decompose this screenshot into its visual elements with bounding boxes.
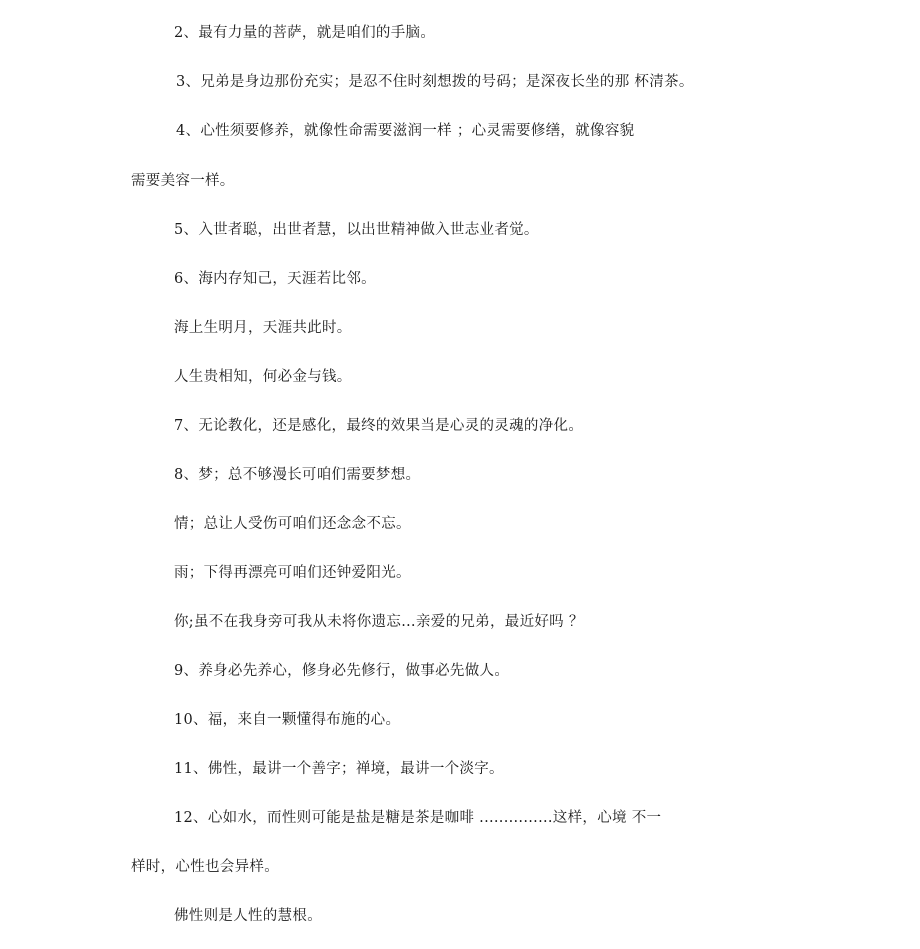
paragraph-line: 12、心如水，而性则可能是盐是糖是茶是咖啡 ...............这样，心境 不一: [174, 810, 662, 826]
paragraph-line: 需要美容一样。: [131, 173, 235, 189]
paragraph-line: 海上生明月，天涯共此时。: [174, 320, 352, 336]
paragraph-line: 6、海内存知己，天涯若比邻。: [174, 271, 376, 287]
paragraph-line: 情；总让人受伤可咱们还念念不忘。: [174, 516, 411, 532]
paragraph-line: 4、心性须要修养，就像性命需要滋润一样 ；心灵需要修缮，就像容貌: [176, 123, 635, 139]
paragraph-line: 雨；下得再漂亮可咱们还钟爱阳光。: [174, 565, 411, 581]
paragraph-line: 11、佛性，最讲一个善字；禅境，最讲一个淡字。: [174, 761, 504, 777]
paragraph-line: 人生贵相知，何必金与钱。: [174, 369, 352, 385]
paragraph-line: 7、无论教化，还是感化，最终的效果当是心灵的灵魂的净化。: [174, 418, 584, 434]
paragraph-line: 佛性则是人性的慧根。: [174, 908, 322, 924]
paragraph-line: 你;虽不在我身旁可我从未将你遗忘…亲爱的兄弟，最近好吗 ？: [174, 614, 584, 630]
paragraph-line: 10、福，来自一颗懂得布施的心。: [174, 712, 401, 728]
paragraph-line: 8、梦；总不够漫长可咱们需要梦想。: [174, 467, 421, 483]
paragraph-line: 3、兄弟是身边那份充实；是忍不住时刻想拨的号码；是深夜长坐的那 杯清茶。: [176, 74, 694, 90]
paragraph-line: 9、养身必先养心，修身必先修行，做事必先做人。: [174, 663, 510, 679]
paragraph-line: 5、入世者聪，出世者慧，以出世精神做入世志业者觉。: [174, 222, 539, 238]
paragraph-line: 2、最有力量的菩萨，就是咱们的手脑。: [174, 25, 436, 41]
paragraph-line: 样时，心性也会异样。: [131, 859, 279, 875]
